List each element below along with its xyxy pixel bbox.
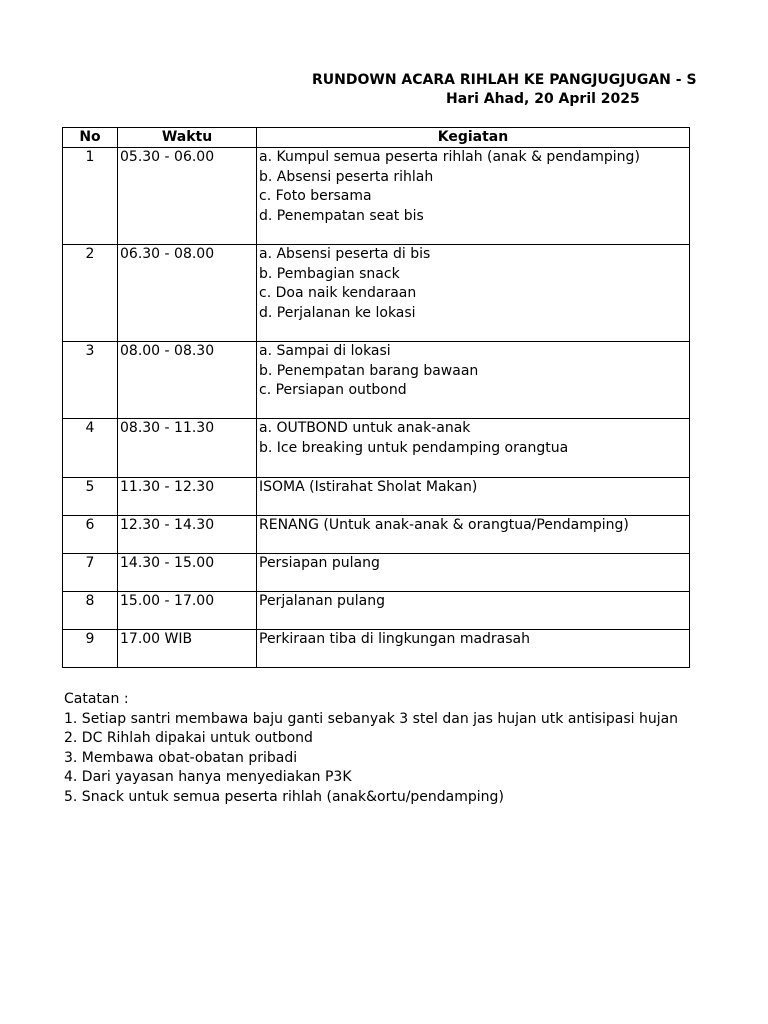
activity-line: a. Sampai di lokasi	[259, 343, 391, 359]
note-item: 4. Dari yayasan hanya menyediakan P3K	[64, 769, 352, 785]
row-kegiatan	[257, 516, 690, 554]
row-kegiatan	[257, 148, 690, 245]
table-row	[63, 516, 690, 554]
notes-section	[64, 690, 678, 807]
table-row	[63, 148, 690, 245]
row-no: 2	[63, 245, 118, 342]
activity-line: a. OUTBOND untuk anak-anak	[259, 420, 471, 436]
table-header-row	[63, 128, 690, 148]
row-waktu: 15.00 - 17.00	[118, 592, 257, 630]
row-waktu: 11.30 - 12.30	[118, 478, 257, 516]
column-header-no: No	[63, 128, 118, 148]
note-item: 5. Snack untuk semua peserta rihlah (anak&ortu/pendamping)	[64, 788, 504, 805]
table-row	[63, 554, 690, 592]
activity-line: b. Ice breaking untuk pendamping orangtua	[259, 439, 569, 456]
row-waktu: 12.30 - 14.30	[118, 516, 257, 554]
table-row	[63, 592, 690, 630]
row-no: 7	[63, 554, 118, 592]
row-kegiatan	[257, 592, 690, 630]
activity-line: b. Absensi peserta rihlah	[259, 168, 434, 185]
note-item: 2. DC Rihlah dipakai untuk outbond	[64, 730, 313, 746]
activity-line: Perjalanan pulang	[259, 593, 386, 609]
row-kegiatan	[257, 478, 690, 516]
document-title: RUNDOWN ACARA RIHLAH KE PANGJUGJUGAN - S	[312, 72, 697, 88]
row-kegiatan	[257, 554, 690, 592]
row-kegiatan	[257, 630, 690, 668]
activity-line: c. Doa naik kendaraan	[259, 285, 417, 301]
activity-line: b. Pembagian snack	[259, 265, 400, 282]
row-kegiatan	[257, 419, 690, 478]
activity-line: a. Kumpul semua peserta rihlah (anak & pendamping)	[259, 149, 640, 165]
notes-heading: Catatan :	[64, 691, 129, 707]
row-kegiatan	[257, 245, 690, 342]
table-row	[63, 478, 690, 516]
note-item: 1. Setiap santri membawa baju ganti sebanyak 3 stel dan jas hujan utk antisipasi hujan	[64, 710, 679, 727]
activity-line: c. Persiapan outbond	[259, 382, 407, 398]
row-no: 6	[63, 516, 118, 554]
document-date: Hari Ahad, 20 April 2025	[446, 91, 640, 107]
activity-line: Persiapan pulang	[259, 555, 380, 571]
row-no: 1	[63, 148, 118, 245]
row-no: 5	[63, 478, 118, 516]
row-waktu: 05.30 - 06.00	[118, 148, 257, 245]
row-waktu: 06.30 - 08.00	[118, 245, 257, 342]
activity-line: RENANG (Untuk anak-anak & orangtua/Pendamping)	[259, 517, 629, 533]
table-row	[63, 630, 690, 668]
row-no: 9	[63, 630, 118, 668]
table-row	[63, 245, 690, 342]
activity-line: c. Foto bersama	[259, 188, 372, 204]
activity-line: d. Perjalanan ke lokasi	[259, 304, 416, 321]
row-no: 8	[63, 592, 118, 630]
table-row	[63, 342, 690, 419]
row-waktu: 17.00 WIB	[118, 630, 257, 668]
row-kegiatan	[257, 342, 690, 419]
note-item: 3. Membawa obat-obatan pribadi	[64, 749, 298, 766]
table-row	[63, 419, 690, 478]
row-waktu: 14.30 - 15.00	[118, 554, 257, 592]
activity-line: Perkiraan tiba di lingkungan madrasah	[259, 631, 531, 647]
activity-line: a. Absensi peserta di bis	[259, 246, 431, 262]
row-no: 3	[63, 342, 118, 419]
activity-line: b. Penempatan barang bawaan	[259, 362, 479, 379]
row-waktu: 08.30 - 11.30	[118, 419, 257, 478]
row-no: 4	[63, 419, 118, 478]
rundown-table	[62, 127, 690, 668]
column-header-waktu: Waktu	[118, 128, 257, 148]
row-waktu: 08.00 - 08.30	[118, 342, 257, 419]
activity-line: ISOMA (Istirahat Sholat Makan)	[259, 479, 478, 495]
activity-line: d. Penempatan seat bis	[259, 207, 424, 224]
column-header-kegiatan: Kegiatan	[257, 128, 690, 148]
